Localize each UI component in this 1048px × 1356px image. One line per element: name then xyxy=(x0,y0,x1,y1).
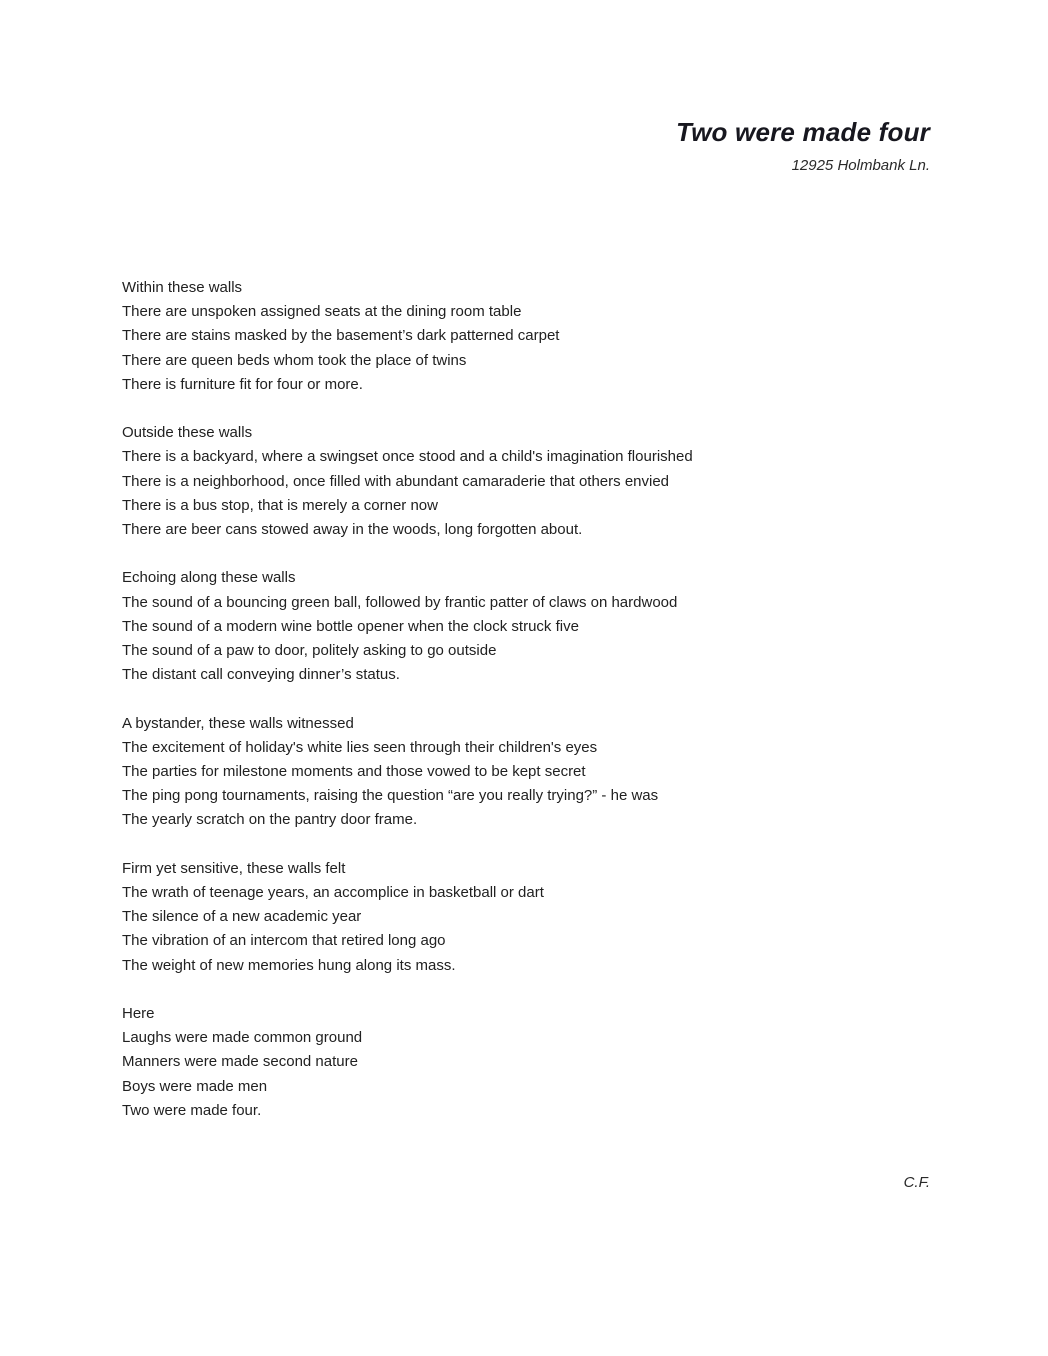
poem-line: The vibration of an intercom that retired long ago xyxy=(122,932,446,950)
author-initials: C.F. xyxy=(903,1174,930,1191)
poem-line: Outside these walls xyxy=(122,424,253,442)
poem-line: Within these walls xyxy=(122,279,243,296)
poem-line: Firm yet sensitive, these walls felt xyxy=(122,859,346,877)
poem-line: There are unspoken assigned seats at the dining room table xyxy=(122,303,522,321)
poem-line: The yearly scratch on the pantry door frame. xyxy=(122,811,418,829)
poem-line: Laughs were made common ground xyxy=(122,1029,363,1047)
poem-line: There is furniture fit for four or more. xyxy=(122,375,363,393)
poem-line: There is a backyard, where a swingset once stood and a child's imagination flourished xyxy=(122,448,693,466)
poem-line: The wrath of teenage years, an accomplice in basketball or dart xyxy=(122,884,544,902)
stanza-bystander-walls-witnessed xyxy=(122,712,958,833)
poem-line: There is a bus stop, that is merely a corner now xyxy=(122,496,438,514)
poem-line: The parties for milestone moments and those vowed to be kept secret xyxy=(122,763,586,781)
poem-line: There are beer cans stowed away in the woods, long forgotten about. xyxy=(122,521,583,539)
stanza-within-these-walls xyxy=(122,276,958,397)
poem-line: Boys were made men xyxy=(122,1077,268,1095)
stanza-here xyxy=(122,1002,958,1123)
poem-line: The ping pong tournaments, raising the question “are you really trying?” - he was xyxy=(122,787,659,805)
poem-line: There are stains masked by the basement’s dark patterned carpet xyxy=(122,327,560,345)
poem-line: There are queen beds whom took the place of twins xyxy=(122,351,467,369)
poem-line: The sound of a modern wine bottle opener when the clock struck five xyxy=(122,617,579,635)
poem-line: The weight of new memories hung along its mass. xyxy=(122,956,456,974)
poem-line: A bystander, these walls witnessed xyxy=(122,714,354,732)
poem-line: The silence of a new academic year xyxy=(122,908,362,926)
poem-line: There is a neighborhood, once filled with abundant camaraderie that others envied xyxy=(122,472,670,490)
poem-line: Two were made four. xyxy=(122,1101,262,1119)
stanza-echoing-along-these-walls xyxy=(122,566,958,687)
poem-line: The sound of a bouncing green ball, followed by frantic patter of claws on hardwood xyxy=(122,593,678,611)
stanza-outside-these-walls xyxy=(122,421,958,542)
poem-line: Manners were made second nature xyxy=(122,1053,358,1071)
poem-line: Here xyxy=(122,1005,155,1023)
poem-line: The distant call conveying dinner’s status. xyxy=(122,666,400,684)
poem-line: The excitement of holiday's white lies seen through their children's eyes xyxy=(122,738,598,756)
poem-line: The sound of a paw to door, politely asking to go outside xyxy=(122,642,497,660)
document-header xyxy=(676,118,930,175)
poem-line: Echoing along these walls xyxy=(122,569,296,587)
poem-body xyxy=(122,276,958,1147)
poem-title: Two were made four xyxy=(675,117,930,147)
poem-subtitle: 12925 Holmbank Ln. xyxy=(791,156,930,174)
stanza-firm-yet-sensitive xyxy=(122,857,958,978)
